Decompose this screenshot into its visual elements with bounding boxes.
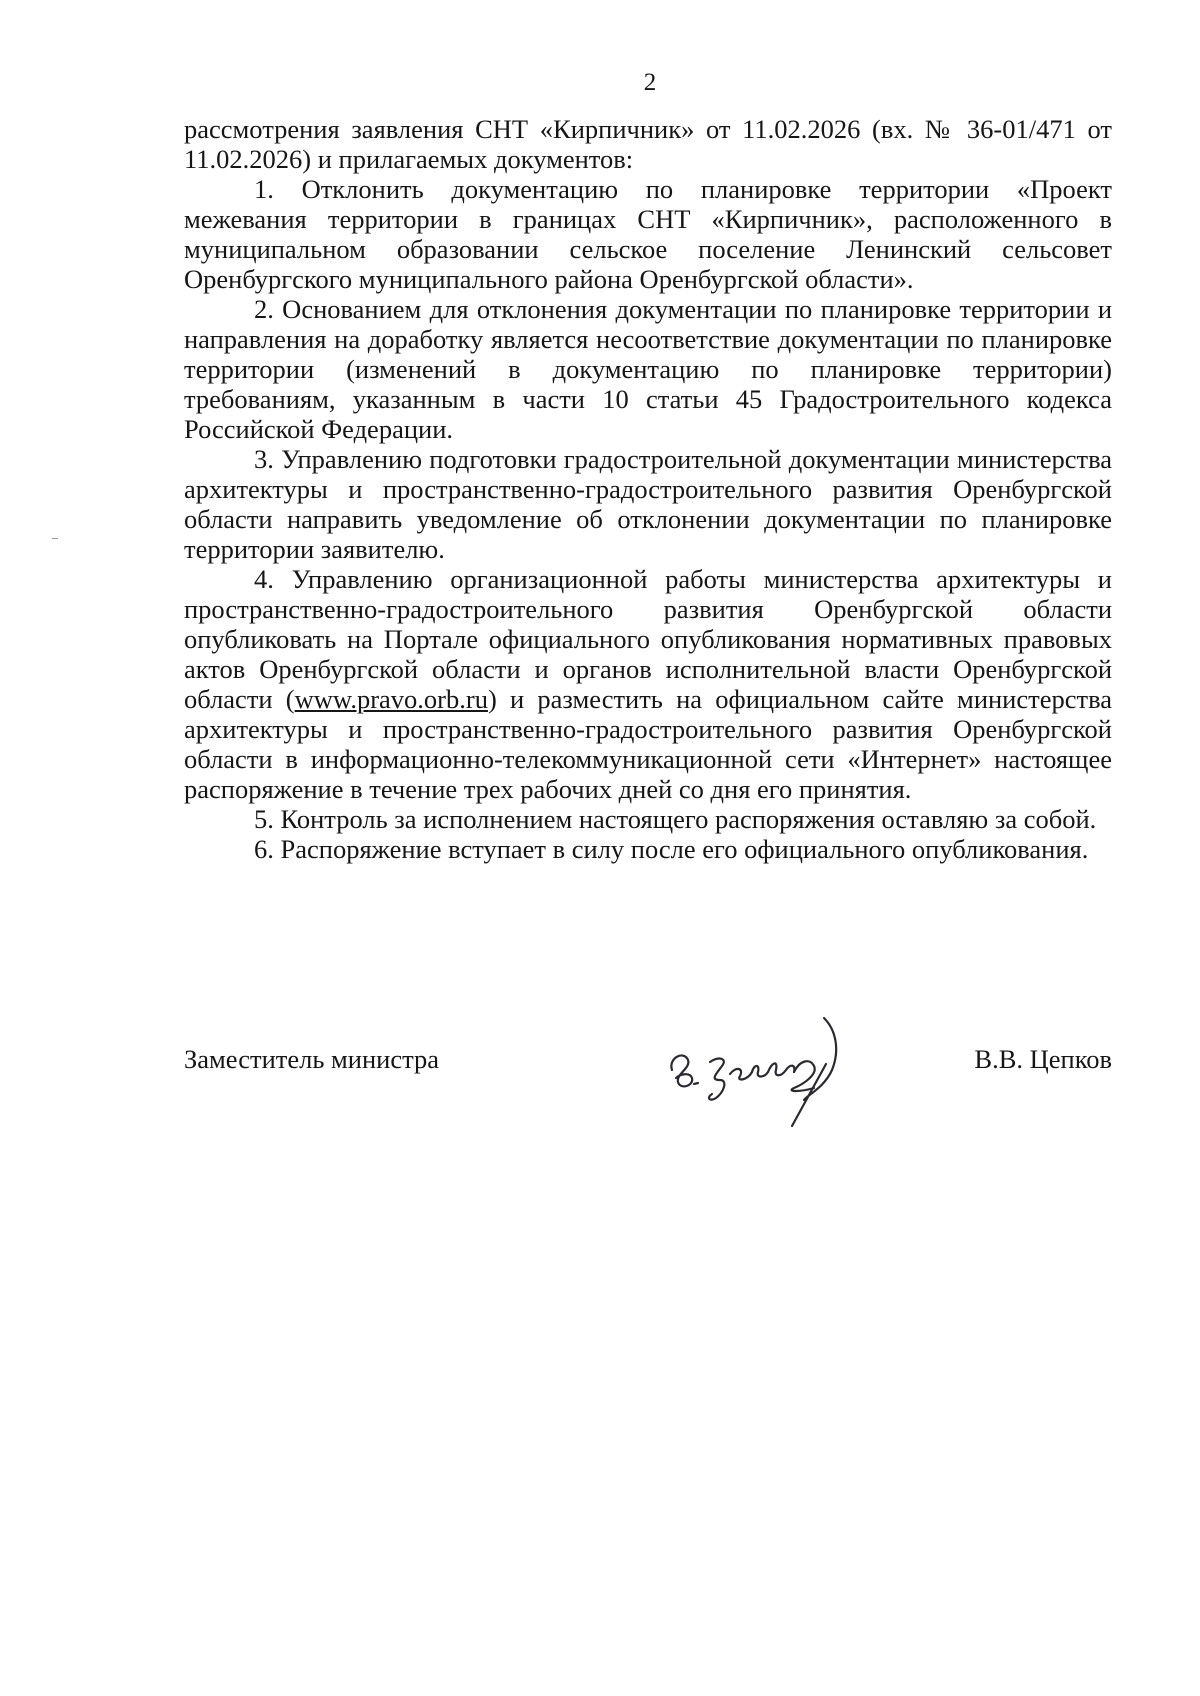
document-body [184, 114, 1112, 864]
margin-mark [52, 538, 58, 539]
handwritten-signature [654, 1000, 874, 1130]
item-1-paragraph: 1. Отклонить документацию по планировке территории «Проект межевания территории в границах СНТ «Кирпичник», расположенного в муниципальном образовании сельское поселение Ленинский сельсовет Оренбургского муниципального района Оренбургской области». [184, 174, 1112, 294]
item-2-paragraph: 2. Основанием для отклонения документации по планировке территории и направления на доработку является несоответствие документации по планировке территории (изменений в документацию по планировке территории) требованиям, указанным в части 10 статьи 45 Градостроительного кодекса Российской Федерации. [184, 294, 1112, 444]
item-4-text-start: 4. Управлению организационной работы министерства архитектуры и пространственно-градостроительного развития Оренбургской области опубликовать на Портале официального опубликования нормативных правовых актов Оренбургской области и органов исполнительной власти Оренбургской области ( [184, 564, 1112, 714]
signature-block [184, 1040, 1112, 1150]
item-4-text-end: ) и разместить на официальном сайте министерства архитектуры и пространственно-градостроительного развития Оренбургской области в информационно-телекоммуникационной сети «Интернет» настоящее распоряжение в течение трех рабочих дней со дня его принятия. [184, 684, 1112, 804]
signatory-name: В.В. Цепков [974, 1044, 1112, 1074]
portal-link[interactable]: www.pravo.orb.ru [294, 684, 488, 714]
signatory-position: Заместитель министра [184, 1044, 440, 1074]
page-number: 2 [643, 69, 657, 96]
intro-paragraph: рассмотрения заявления СНТ «Кирпичник» от 11.02.2026 (вх. № 36-01/471 от 11.02.2026) и прилагаемых документов: [184, 114, 1112, 174]
item-4-paragraph [184, 564, 1112, 804]
item-3-paragraph: 3. Управлению подготовки градостроительной документации министерства архитектуры и пространственно-градостроительного развития Оренбургской области направить уведомление об отклонении документации по планировке территории заявителю. [184, 444, 1112, 564]
item-6-paragraph: 6. Распоряжение вступает в силу после его официального опубликования. [254, 834, 1089, 864]
item-5-paragraph: 5. Контроль за исполнением настоящего распоряжения оставляю за собой. [254, 804, 1097, 834]
